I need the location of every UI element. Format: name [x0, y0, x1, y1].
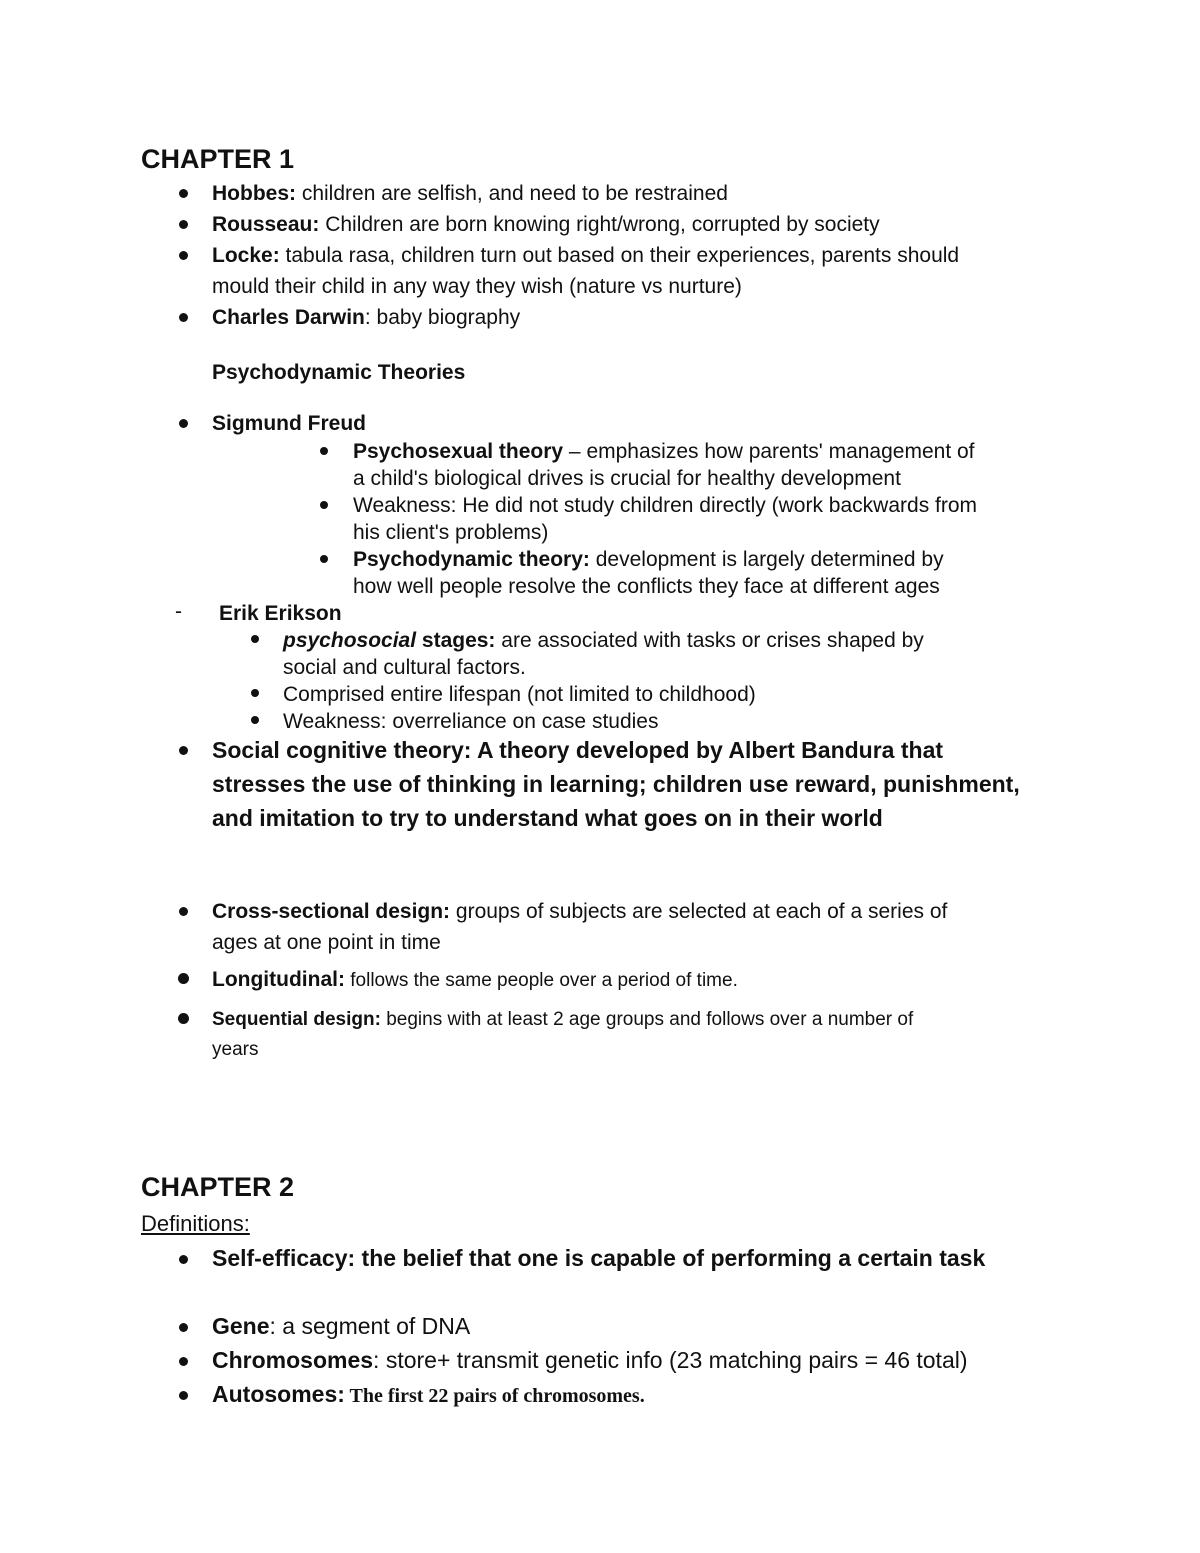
social-cognitive-line-1: Social cognitive theory: A theory developed by Albert Bandura that: [212, 737, 944, 763]
bullet-icon: [320, 447, 328, 455]
bullet-icon: [178, 1013, 189, 1024]
list-item: Weakness: He did not study children directly (work backwards from: [353, 494, 978, 517]
definitions-label: Definitions:: [141, 1211, 250, 1236]
list-item: Psychodynamic theory: development is largely determined by: [353, 548, 944, 571]
list-item: Cross-sectional design: groups of subjects are selected at each of a series of: [212, 900, 948, 923]
bullet-icon: [179, 220, 188, 229]
bullet-icon: [179, 1357, 188, 1366]
bullet-icon: [179, 1391, 188, 1400]
bullet-icon: [179, 1323, 188, 1332]
list-item-continuation: ages at one point in time: [212, 931, 441, 954]
list-item-continuation: how well people resolve the conflicts they face at different ages: [353, 575, 940, 598]
social-cognitive-line-2: stresses the use of thinking in learning; children use reward, punishment,: [212, 771, 1020, 797]
social-cognitive-line-3: and imitation to try to understand what goes on in their world: [212, 805, 883, 831]
bullet-icon: [251, 635, 259, 643]
list-item: Weakness: overreliance on case studies: [283, 710, 659, 733]
list-item: Locke: tabula rasa, children turn out based on their experiences, parents should: [212, 244, 960, 267]
list-item: Longitudinal: follows the same people over a period of time.: [212, 968, 738, 991]
list-item: Hobbes: children are selfish, and need to be restrained: [212, 182, 728, 205]
bullet-icon: [179, 313, 188, 322]
list-item: Psychosexual theory – emphasizes how parents' management of: [353, 440, 975, 463]
list-item-continuation: mould their child in any way they wish (nature vs nurture): [212, 275, 742, 298]
list-item: Chromosomes: store+ transmit genetic info (23 matching pairs = 46 total): [212, 1347, 968, 1373]
list-item: Gene: a segment of DNA: [212, 1313, 471, 1339]
list-item: Autosomes: The first 22 pairs of chromosomes.: [212, 1381, 645, 1407]
bullet-icon: [179, 251, 188, 260]
dash-marker: -: [175, 600, 182, 623]
list-item-continuation: social and cultural factors.: [283, 656, 526, 679]
bullet-icon: [320, 555, 328, 563]
bullet-icon: [179, 419, 188, 428]
list-item-continuation: his client's problems): [353, 521, 549, 544]
bullet-icon: [320, 501, 328, 509]
list-item: Sequential design: begins with at least 2 age groups and follows over a number of: [212, 1009, 914, 1030]
bullet-icon: [179, 189, 188, 198]
list-item: psychosocial stages: are associated with tasks or crises shaped by: [283, 629, 924, 652]
list-item: Charles Darwin: baby biography: [212, 306, 521, 329]
list-item-continuation: a child's biological drives is crucial for healthy development: [353, 467, 901, 490]
list-item: Self-efficacy: the belief that one is capable of performing a certain task: [212, 1245, 986, 1271]
chapter-2-title: CHAPTER 2: [141, 1172, 295, 1202]
list-item: Rousseau: Children are born knowing right/wrong, corrupted by society: [212, 213, 880, 236]
psychodynamic-heading: Psychodynamic Theories: [212, 361, 466, 384]
chapter-1-title: CHAPTER 1: [141, 144, 295, 174]
bullet-icon: [179, 1255, 188, 1264]
freud-name: Sigmund Freud: [212, 412, 366, 435]
bullet-icon: [179, 746, 188, 755]
list-item-continuation: years: [212, 1039, 259, 1060]
bullet-icon: [178, 973, 189, 984]
bullet-icon: [179, 907, 188, 916]
list-item: Comprised entire lifespan (not limited to childhood): [283, 683, 756, 706]
bullet-icon: [251, 689, 259, 697]
erikson-name: Erik Erikson: [219, 602, 342, 625]
bullet-icon: [251, 716, 259, 724]
